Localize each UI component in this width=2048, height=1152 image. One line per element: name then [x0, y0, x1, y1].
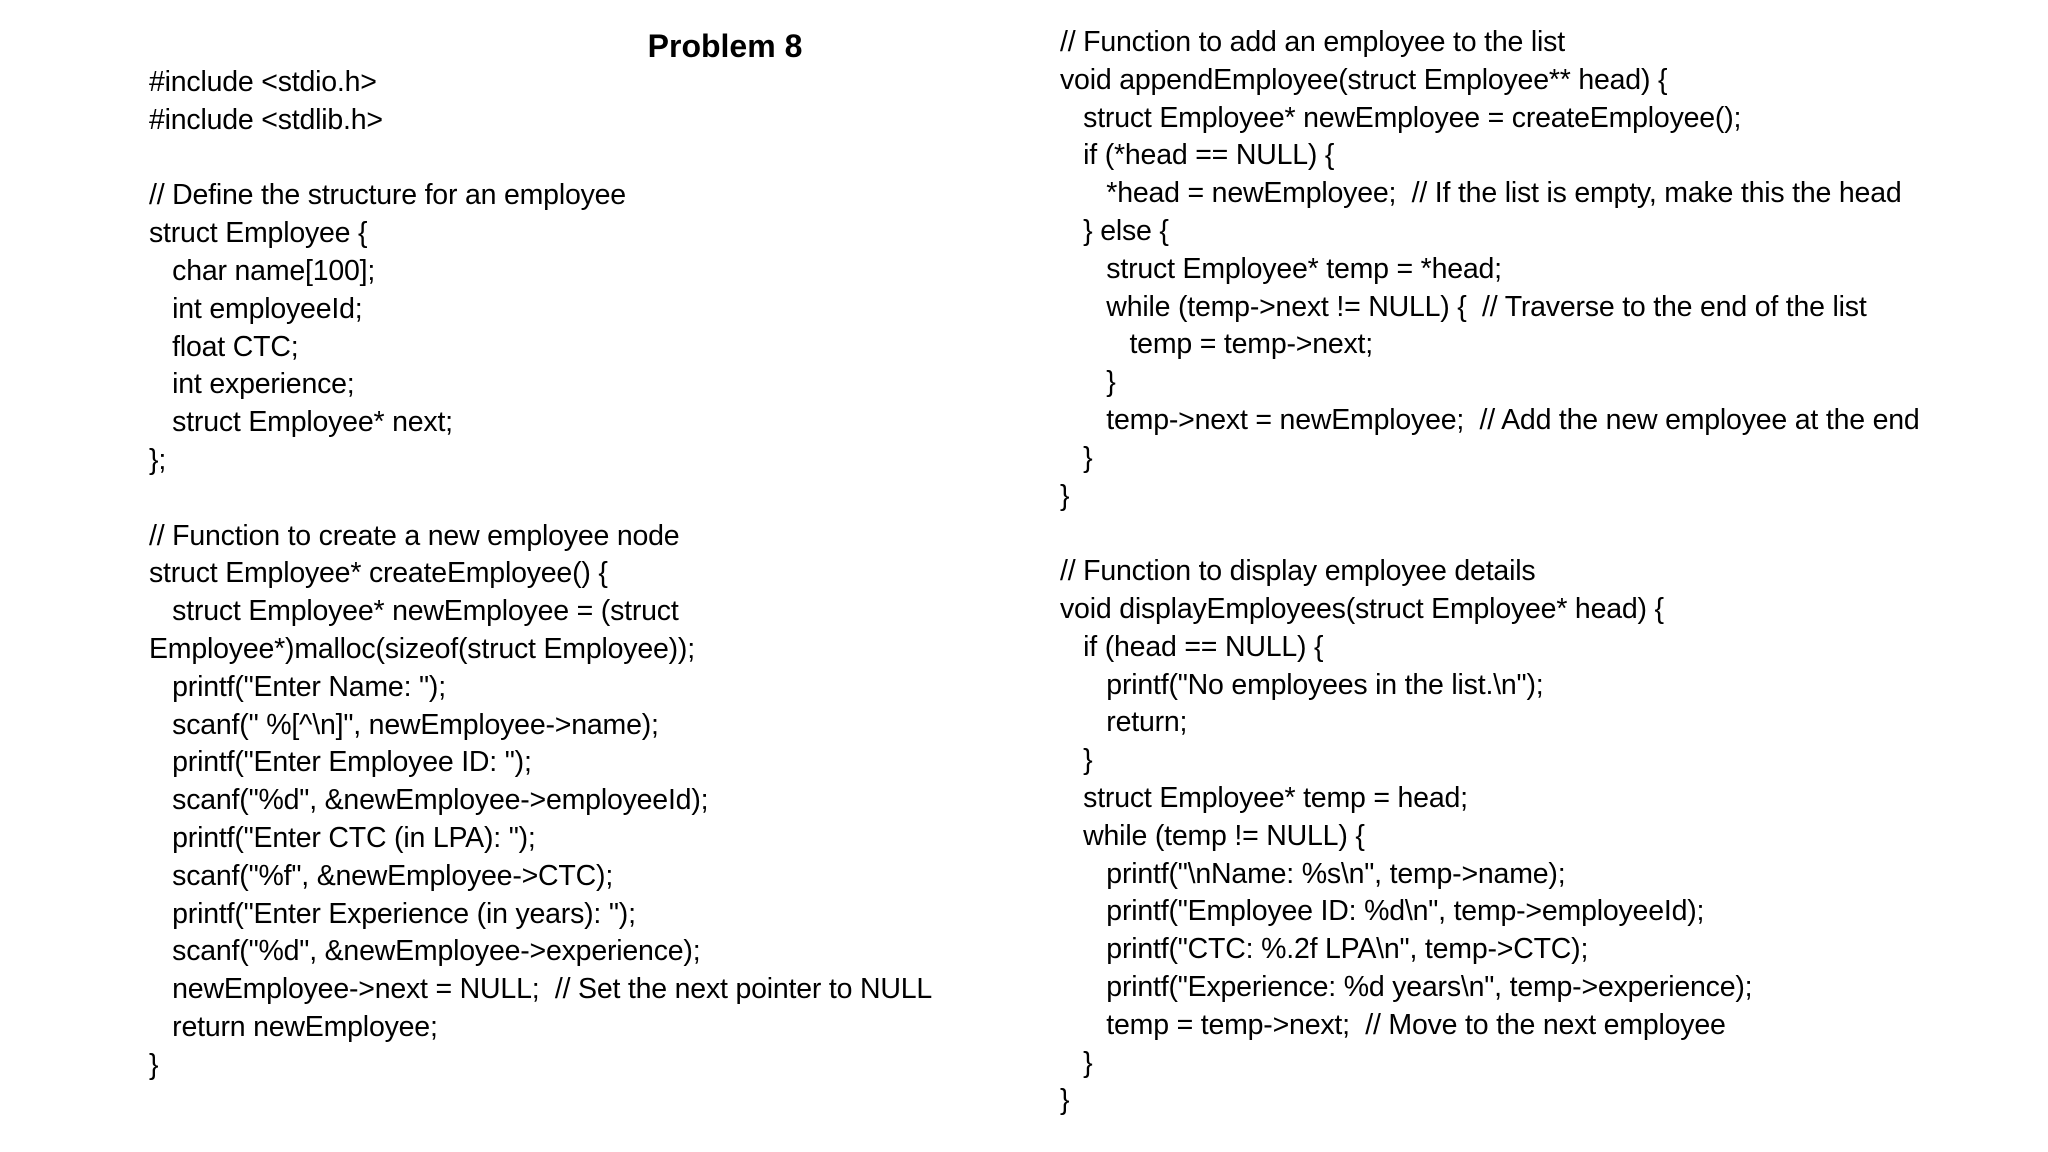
- code-line: }: [1060, 479, 1070, 512]
- code-line: struct Employee* next;: [149, 406, 453, 439]
- code-line: } else {: [1060, 214, 1169, 247]
- code-line: temp = temp->next;: [1060, 328, 1373, 361]
- code-line: scanf(" %[^\n]", newEmployee->name);: [149, 708, 659, 741]
- code-line: printf("No employees in the list.\n");: [1060, 668, 1544, 701]
- code-line: printf("Employee ID: %d\n", temp->employeeId);: [1060, 895, 1705, 928]
- code-line: scanf("%f", &newEmployee->CTC);: [149, 859, 614, 892]
- code-line: Employee*)malloc(sizeof(struct Employee));: [149, 632, 695, 665]
- code-line: struct Employee* temp = *head;: [1060, 252, 1502, 285]
- code-line: return newEmployee;: [149, 1010, 438, 1043]
- code-line: float CTC;: [149, 330, 299, 363]
- code-line: [149, 140, 1009, 178]
- code-line: };: [149, 443, 167, 476]
- code-line: return;: [1060, 706, 1188, 739]
- code-column-right: [1060, 24, 2020, 1120]
- code-line: // Function to add an employee to the list: [1060, 26, 1565, 58]
- code-line: void appendEmployee(struct Employee** head) {: [1060, 63, 1668, 96]
- code-line: void displayEmployees(struct Employee* head) {: [1060, 592, 1664, 625]
- code-line: int employeeId;: [149, 292, 363, 325]
- code-line: *head = newEmployee; // If the list is empty, make this the head: [1060, 177, 1902, 210]
- code-line: if (head == NULL) {: [1060, 630, 1324, 663]
- code-line: // Define the structure for an employee: [149, 179, 626, 212]
- code-line: int experience;: [149, 368, 355, 401]
- code-line: temp = temp->next; // Move to the next employee: [1060, 1008, 1726, 1041]
- code-line: printf("Enter Experience (in years): ");: [149, 897, 636, 930]
- code-line: #include <stdlib.h>: [149, 103, 383, 136]
- code-line: }: [1060, 1084, 1070, 1117]
- code-line: // Function to create a new employee node: [149, 519, 680, 552]
- code-line: char name[100];: [149, 254, 376, 287]
- code-line: [1060, 515, 2020, 553]
- code-line: // Function to display employee details: [1060, 555, 1536, 588]
- page-title: Problem 8: [647, 28, 803, 64]
- code-line: newEmployee->next = NULL; // Set the next pointer to NULL: [149, 973, 933, 1006]
- code-line: printf("Enter Name: ");: [149, 670, 446, 703]
- code-line: struct Employee* createEmployee() {: [149, 557, 608, 590]
- code-line: #include <stdio.h>: [149, 66, 377, 98]
- code-column-left: [149, 64, 1009, 1085]
- code-line: if (*head == NULL) {: [1060, 139, 1335, 172]
- code-line: temp->next = newEmployee; // Add the new employee at the end: [1060, 403, 1920, 436]
- code-line: printf("Experience: %d years\n", temp->experience);: [1060, 970, 1753, 1003]
- code-line: struct Employee* temp = head;: [1060, 781, 1468, 814]
- code-line: [149, 480, 1009, 518]
- code-line: struct Employee* newEmployee = (struct: [149, 595, 679, 628]
- code-line: }: [149, 1048, 159, 1081]
- code-line: }: [1060, 744, 1093, 777]
- code-line: scanf("%d", &newEmployee->experience);: [149, 935, 701, 968]
- code-line: }: [1060, 366, 1116, 399]
- code-line: struct Employee {: [149, 217, 368, 250]
- code-line: scanf("%d", &newEmployee->employeeId);: [149, 784, 709, 817]
- code-line: while (temp->next != NULL) { // Traverse to the end of the list: [1060, 290, 1867, 323]
- code-line: }: [1060, 441, 1093, 474]
- code-line: printf("Enter CTC (in LPA): ");: [149, 821, 536, 854]
- code-line: }: [1060, 1046, 1093, 1079]
- code-line: while (temp != NULL) {: [1060, 819, 1365, 852]
- code-line: printf("Enter Employee ID: ");: [149, 746, 532, 779]
- code-line: printf("\nName: %s\n", temp->name);: [1060, 857, 1566, 890]
- code-line: printf("CTC: %.2f LPA\n", temp->CTC);: [1060, 933, 1589, 966]
- code-line: struct Employee* newEmployee = createEmployee();: [1060, 101, 1742, 134]
